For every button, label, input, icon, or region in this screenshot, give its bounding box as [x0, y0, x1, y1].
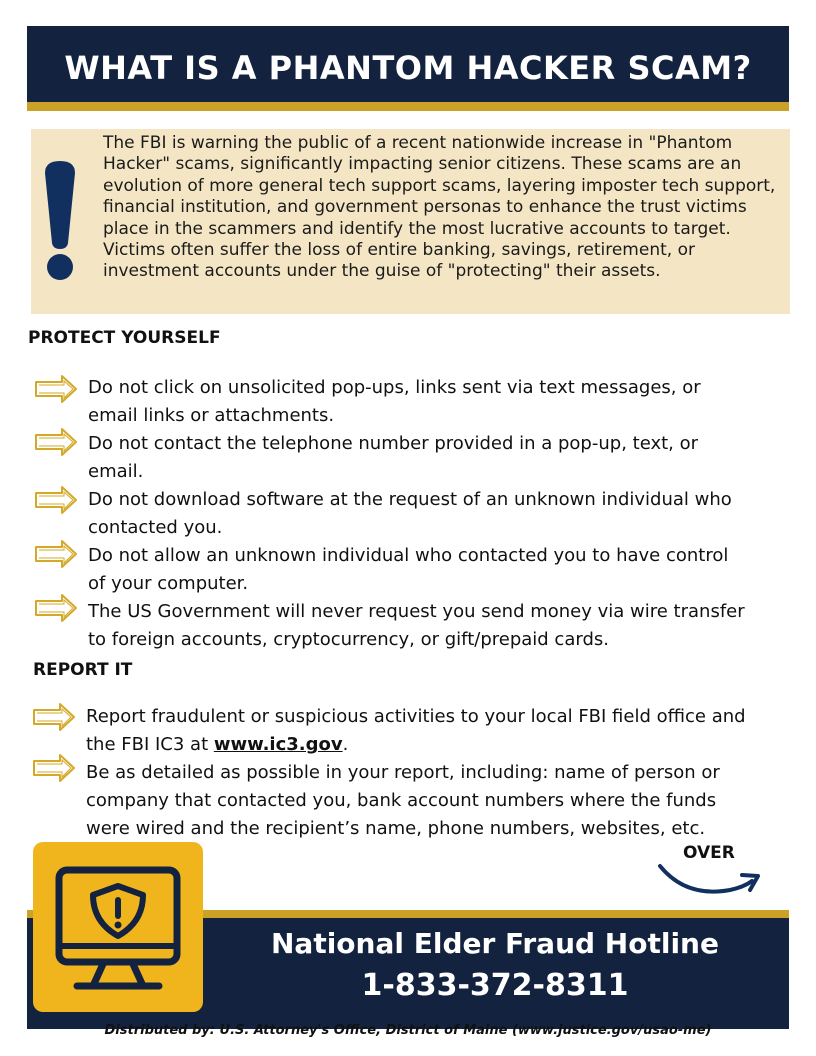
arrow-icon: [33, 484, 79, 516]
report-item: [86, 703, 746, 759]
arrow-icon: [33, 373, 79, 405]
hotline-title: National Elder Fraud Hotline: [271, 927, 719, 960]
hotline-icon-tile: [33, 842, 203, 1012]
protect-item: Do not click on unsolicited pop-ups, links sent via text messages, or email links or attachments.: [88, 377, 701, 426]
curved-arrow-icon: [656, 862, 764, 898]
page-title: WHAT IS A PHANTOM HACKER SCAM?: [64, 49, 752, 87]
warning-text: The FBI is warning the public of a recent nationwide increase in "Phantom Hacker" scams, significantly impacting senior citizens. These scams are an evolution of more general tech support scams, layering imposter tech support, financial institution, and government personas to enhance the trust victims place in the scammers and identify the most lucrative accounts to target. Victims often suffer the loss of entire banking, savings, retirement, or investment accounts under the guise of "protecting" their assets.: [103, 133, 776, 282]
ic3-link[interactable]: www.ic3.gov: [213, 734, 343, 755]
hotline-phone[interactable]: 1-833-372-8311: [361, 968, 629, 1003]
arrow-icon: [33, 538, 79, 570]
arrow-icon: [33, 592, 79, 624]
report-item-text: Report fraudulent or suspicious activities to your local FBI field office and the FBI IC3 at: [86, 706, 746, 755]
distributed-by: Distributed by: U.S. Attorney's Office, District of Maine (www.justice.gov/usao-me): [104, 1023, 712, 1038]
arrow-icon: [31, 752, 77, 784]
arrow-icon: [31, 701, 77, 733]
protect-item: The US Government will never request you send money via wire transfer to foreign accounts, cryptocurrency, or gift/prepaid cards.: [88, 601, 745, 650]
computer-shield-alert-icon: [33, 842, 203, 1012]
report-item: Be as detailed as possible in your report, including: name of person or company that contacted you, bank account numbers where the funds were wired and the recipient’s name, phone numbers, websites, etc.: [86, 762, 720, 839]
warning-box: [31, 129, 790, 314]
protect-item: Do not download software at the request of an unknown individual who contacted you.: [88, 489, 732, 538]
protect-item: Do not contact the telephone number provided in a pop-up, text, or email.: [88, 433, 699, 482]
arrow-icon: [33, 426, 79, 458]
report-heading: REPORT IT: [33, 660, 133, 680]
over-label: OVER: [683, 843, 735, 863]
protect-heading: PROTECT YOURSELF: [28, 328, 221, 348]
exclamation-icon: [41, 159, 79, 285]
title-banner: [27, 26, 789, 111]
report-item-suffix: .: [342, 734, 349, 755]
protect-item: Do not allow an unknown individual who contacted you to have control of your computer.: [88, 545, 729, 594]
